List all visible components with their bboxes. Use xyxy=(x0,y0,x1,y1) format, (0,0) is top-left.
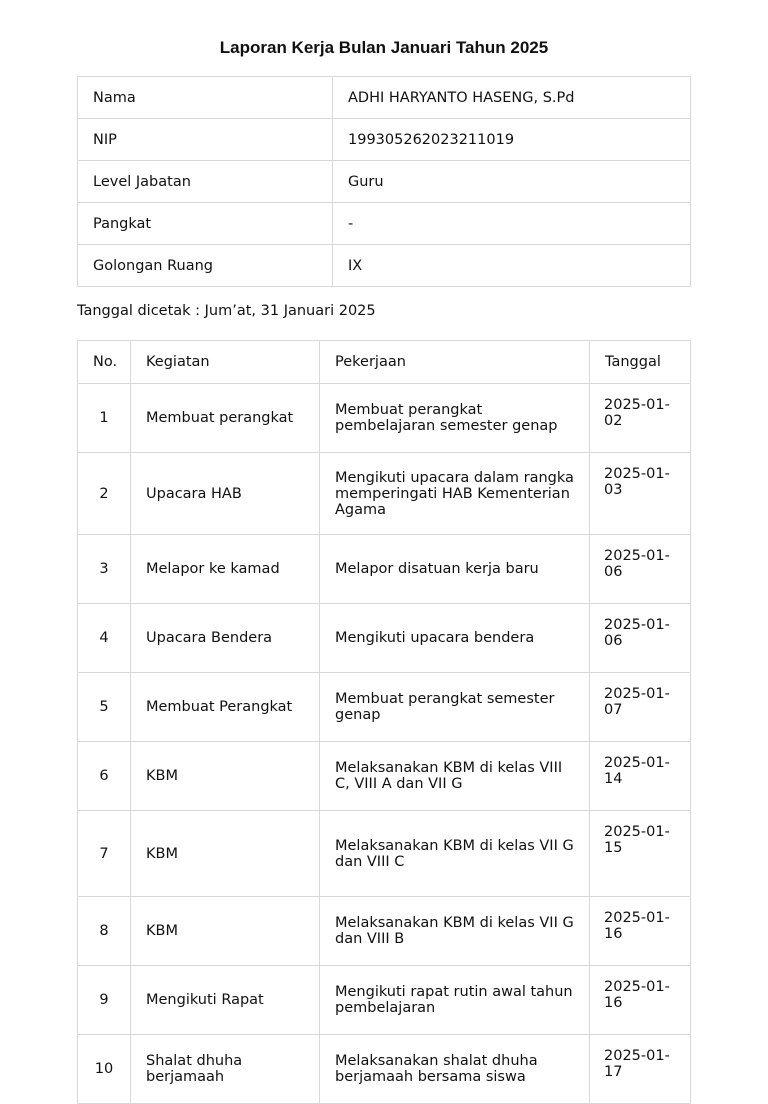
row-kegiatan: Upacara HAB xyxy=(131,453,320,535)
row-kegiatan: Melapor ke kamad xyxy=(131,535,320,604)
row-pekerjaan: Melaksanakan shalat dhuha berjamaah bersama siswa xyxy=(320,1035,590,1104)
row-tanggal: 2025-01-07 xyxy=(590,673,691,742)
row-no: 6 xyxy=(78,742,131,811)
row-kegiatan: KBM xyxy=(131,742,320,811)
row-kegiatan: Upacara Bendera xyxy=(131,604,320,673)
profile-label: Pangkat xyxy=(78,203,333,245)
row-tanggal: 2025-01-03 xyxy=(590,453,691,535)
row-pekerjaan: Membuat perangkat pembelajaran semester genap xyxy=(320,384,590,453)
table-row xyxy=(78,535,691,604)
profile-label: Level Jabatan xyxy=(78,161,333,203)
table-row xyxy=(78,453,691,535)
profile-table xyxy=(77,76,691,287)
profile-row-golongan xyxy=(78,245,691,287)
row-tanggal: 2025-01-02 xyxy=(590,384,691,453)
row-no: 2 xyxy=(78,453,131,535)
printed-date: Tanggal dicetak : Jum’at, 31 Januari 2025 xyxy=(77,303,376,319)
profile-value: 199305262023211019 xyxy=(333,119,691,161)
row-tanggal: 2025-01-06 xyxy=(590,535,691,604)
profile-row-pangkat xyxy=(78,203,691,245)
row-pekerjaan: Melapor disatuan kerja baru xyxy=(320,535,590,604)
row-pekerjaan: Melaksanakan KBM di kelas VII G dan VIII B xyxy=(320,897,590,966)
row-tanggal: 2025-01-14 xyxy=(590,742,691,811)
profile-value: Guru xyxy=(333,161,691,203)
header-pekerjaan: Pekerjaan xyxy=(320,341,590,384)
activity-header-row xyxy=(78,341,691,384)
row-tanggal: 2025-01-06 xyxy=(590,604,691,673)
row-no: 1 xyxy=(78,384,131,453)
row-tanggal: 2025-01-17 xyxy=(590,1035,691,1104)
header-no: No. xyxy=(78,341,131,384)
row-kegiatan: Mengikuti Rapat xyxy=(131,966,320,1035)
row-kegiatan: Shalat dhuha berjamaah xyxy=(131,1035,320,1104)
profile-row-nip xyxy=(78,119,691,161)
profile-label: NIP xyxy=(78,119,333,161)
row-no: 9 xyxy=(78,966,131,1035)
row-kegiatan: Membuat Perangkat xyxy=(131,673,320,742)
row-pekerjaan: Mengikuti upacara dalam rangka memperingati HAB Kementerian Agama xyxy=(320,453,590,535)
row-pekerjaan: Melaksanakan KBM di kelas VII G dan VIII C xyxy=(320,811,590,897)
profile-row-level xyxy=(78,161,691,203)
activity-table xyxy=(77,340,691,1104)
header-tanggal: Tanggal xyxy=(590,341,691,384)
table-row xyxy=(78,384,691,453)
table-row xyxy=(78,742,691,811)
profile-row-name xyxy=(78,77,691,119)
row-pekerjaan: Mengikuti upacara bendera xyxy=(320,604,590,673)
table-row xyxy=(78,897,691,966)
row-no: 3 xyxy=(78,535,131,604)
header-kegiatan: Kegiatan xyxy=(131,341,320,384)
row-pekerjaan: Melaksanakan KBM di kelas VIII C, VIII A dan VII G xyxy=(320,742,590,811)
row-no: 5 xyxy=(78,673,131,742)
table-row xyxy=(78,966,691,1035)
table-row xyxy=(78,811,691,897)
profile-value: - xyxy=(333,203,691,245)
row-tanggal: 2025-01-15 xyxy=(590,811,691,897)
table-row xyxy=(78,1035,691,1104)
row-tanggal: 2025-01-16 xyxy=(590,966,691,1035)
row-kegiatan: KBM xyxy=(131,897,320,966)
row-no: 7 xyxy=(78,811,131,897)
profile-label: Nama xyxy=(78,77,333,119)
profile-value: ADHI HARYANTO HASENG, S.Pd xyxy=(333,77,691,119)
page-title: Laporan Kerja Bulan Januari Tahun 2025 xyxy=(219,38,549,57)
row-no: 8 xyxy=(78,897,131,966)
table-row xyxy=(78,604,691,673)
row-kegiatan: Membuat perangkat xyxy=(131,384,320,453)
row-pekerjaan: Mengikuti rapat rutin awal tahun pembelajaran xyxy=(320,966,590,1035)
row-kegiatan: KBM xyxy=(131,811,320,897)
row-no: 4 xyxy=(78,604,131,673)
profile-label: Golongan Ruang xyxy=(78,245,333,287)
row-no: 10 xyxy=(78,1035,131,1104)
table-row xyxy=(78,673,691,742)
profile-value: IX xyxy=(333,245,691,287)
row-pekerjaan: Membuat perangkat semester genap xyxy=(320,673,590,742)
row-tanggal: 2025-01-16 xyxy=(590,897,691,966)
